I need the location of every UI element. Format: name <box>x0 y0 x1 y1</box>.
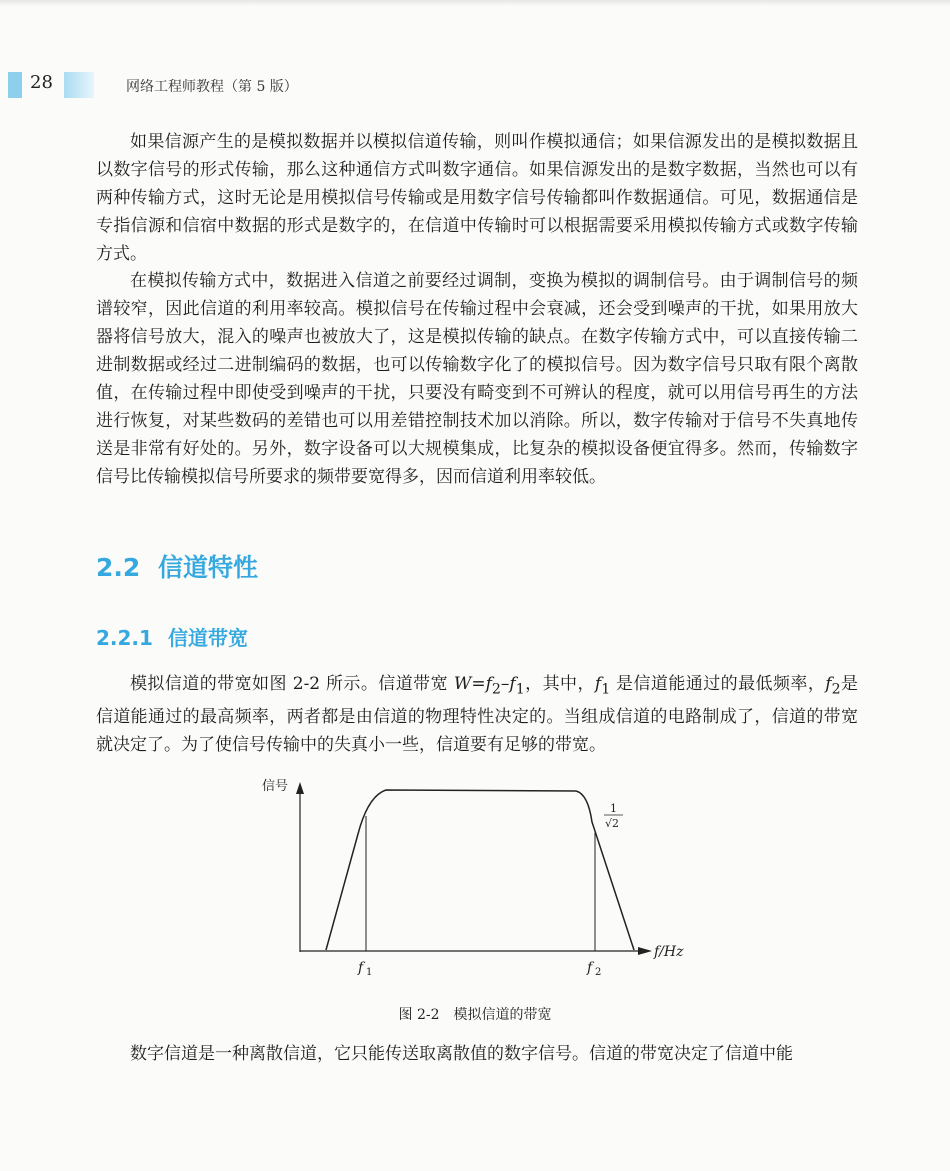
header-tab-left <box>8 72 22 98</box>
caption-title: 模拟信道的带宽 <box>453 1007 552 1023</box>
figure-caption <box>0 1004 950 1024</box>
paragraph-channel-bandwidth <box>96 670 858 759</box>
formula-f1-sub: 1 <box>515 681 525 698</box>
bandwidth-figure <box>240 772 710 982</box>
caption-number: 图 2-2 <box>398 1007 440 1023</box>
formula-minus: – <box>500 674 510 694</box>
subsection-title: 信道带宽 <box>168 626 248 650</box>
subsection-number: 2.2.1 <box>96 626 153 650</box>
book-title: 网络工程师教程（第 5 版） <box>126 79 298 95</box>
section-heading <box>96 548 258 584</box>
formula-eq: = <box>471 674 486 694</box>
paragraph-digital-channel: 数字信道是一种离散信道，它只能传送取离散值的数字信号。信道的带宽决定了信道中能 <box>130 1044 793 1064</box>
inline-f1-sub: 1 <box>601 681 611 698</box>
top-page-edge <box>0 0 950 6</box>
paragraph-transmission-modes: 在模拟传输方式中，数据进入信道之前要经过调制，变换为模拟的调制信号。由于调制信号的频谱较窄，因此信道的利用率较高。模拟信号在传输过程中会衰减，还会受到噪声的干扰，如果用放大器将信号放大，混入的噪声也被放大了，这是模拟传输的缺点。在数字传输方式中，可以直接传输二进制数据或经过二进制编码的数据，也可以传输数字化了的模拟信号。因为数字信号只取有限个离散值，在传输过程中即使受到噪声的干扰，只要没有畸变到不可辨认的程度，就可以用信号再生的方法进行恢复，对某些数码的差错也可以用差错控制技术加以消除。所以，数字传输对于信号不失真地传送是非常有好处的。另外，数字设备可以大规模集成，比复杂的模拟设备便宜得多。然而，传输数字信号比传输模拟信号所要求的频带要宽得多，因而信道利用率较低。 <box>96 271 858 487</box>
p3-text-d: 是信道能通过的最高频率，两者都是由信道的物理特性决定的。当组成信道的电路制成了，信道的带宽就决定了。为了使信号传输中的失真小一些，信道要有足够的带宽。 <box>96 674 859 756</box>
response-curve <box>326 790 634 950</box>
ratio-numerator: 1 <box>610 802 617 815</box>
formula-f1: f <box>509 674 516 694</box>
formula-f2: f <box>485 674 492 694</box>
section-number: 2.2 <box>96 553 141 582</box>
p3-text-b: ，其中， <box>524 674 595 694</box>
p3-text-c: 是信道能通过的最低频率， <box>610 674 826 694</box>
inline-f2-sub: 2 <box>831 681 841 698</box>
f1-label: f <box>358 960 364 976</box>
inline-f2: f <box>825 674 832 694</box>
f2-label: f <box>587 960 593 976</box>
page-number: 28 <box>30 72 53 93</box>
section-title: 信道特性 <box>158 553 259 582</box>
header-tab-right <box>64 72 94 98</box>
f1-label-sub: 1 <box>366 967 373 978</box>
f2-label-sub: 2 <box>595 967 602 978</box>
formula-w: W <box>453 674 472 694</box>
p3-text-a: 模拟信道的带宽如图 2-2 所示。信道带宽 <box>130 674 454 694</box>
y-axis-arrow <box>296 782 304 794</box>
ratio-denominator: √2 <box>605 817 620 830</box>
x-axis-arrow <box>638 947 652 955</box>
inline-f1: f <box>594 674 602 694</box>
page-header <box>0 64 950 104</box>
y-axis-label: 信号 <box>262 779 289 794</box>
formula-f2-sub: 2 <box>491 681 501 698</box>
x-axis-label: f/Hz <box>654 944 684 960</box>
subsection-heading <box>96 622 248 651</box>
paragraph-analog-digital-communication: 如果信源产生的是模拟数据并以模拟信道传输，则叫作模拟通信；如果信源发出的是模拟数据且以数字信号的形式传输，那么这种通信方式叫数字通信。如果信源发出的是数字数据，当然也可以有两种传输方式，这时无论是用模拟信号传输或是用数字信号传输都叫作数据通信。可见，数据通信是专指信源和信宿中数据的形式是数字的，在信道中传输时可以根据需要采用模拟传输方式或数字传输方式。 <box>96 132 858 264</box>
